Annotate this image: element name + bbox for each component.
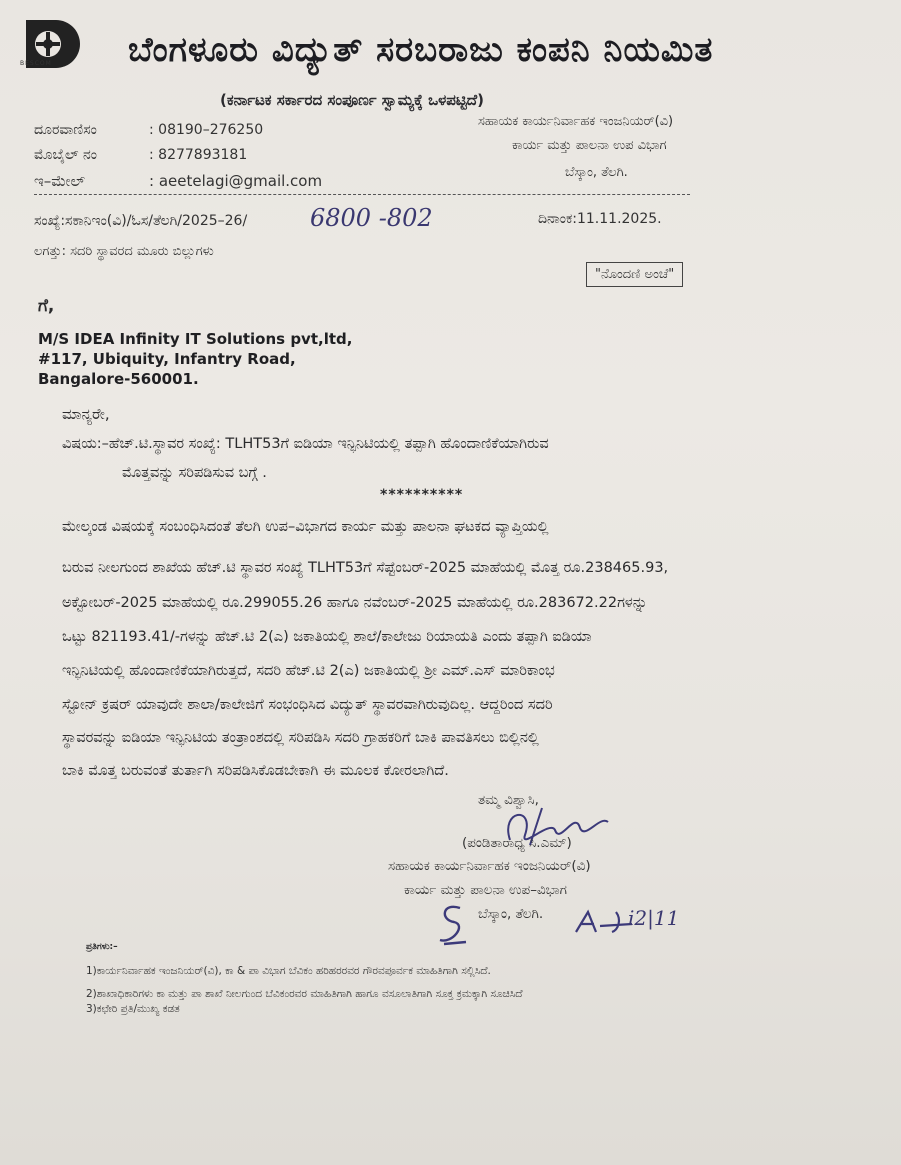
copy-item: 1)ಕಾರ್ಯನಿರ್ವಾಹಕ ಇಂಜನಿಯರ್(ವಿ), ಕಾ & ಪಾ ವಿಭಾಗ ಬೆವಿಕಂ ಹರಿಹರರವರ ಗೌರವಪೂರ್ವಕ ಮಾಹಿತಿಗಾಗಿ ಸಲ್ಲಿಸಿದೆ. xyxy=(86,965,491,977)
company-title: ಬೆಂಗಳೂರು ವಿದ್ಯುತ್ ಸರಬರಾಜು ಕಂಪನಿ ನಿಯಮಿತ xyxy=(128,30,714,70)
body-line: ಸ್ಥಾವರವನ್ನು ಐಡಿಯಾ ಇನ್ಫಿನಿಟಿಯ ತಂತ್ರಾಂಶದಲ್ಲಿ ಸರಿಪಡಿಸಿ ಸದರಿ ಗ್ರಾಹಕರಿಗೆ ಬಾಕಿ ಪಾವತಿಸಲು ಬಿಲ್ಲಿನಲ್ಲಿ xyxy=(62,730,539,746)
letter-date: ದಿನಾಂಕ:11.11.2025. xyxy=(538,211,662,227)
body-line: ಬಾಕಿ ಮೊತ್ತ ಬರುವಂತೆ ತುರ್ತಾಗಿ ಸರಿಪಡಿಸಿಕೊಡಬೇಕಾಗಿ ಈ ಮೂಲಕ ಕೋರಲಾಗಿದೆ. xyxy=(62,763,449,779)
body-line: ಅಕ್ಟೋಬರ್-2025 ಮಾಹೆಯಲ್ಲಿ ರೂ.299055.26 ಹಾಗೂ ನವೆಂಬರ್-2025 ಮಾಹೆಯಲ್ಲಿ ರೂ.283672.22ಗಳನ್ನು xyxy=(62,595,648,611)
initials-scribble xyxy=(432,900,472,950)
separator: ********** xyxy=(380,487,464,503)
contact-phone xyxy=(34,122,263,138)
signatory-place: ಬೆಸ್ಕಾಂ, ತೆಲಗಿ. xyxy=(478,906,544,922)
recipient-line: #117, Ubiquity, Infantry Road, xyxy=(38,350,296,368)
contact-label: ಇ–ಮೇಲ್ xyxy=(34,172,86,190)
body-line: ಸ್ಟೋನ್ ಕ್ರಷರ್ ಯಾವುದೇ ಶಾಲಾ/ಕಾಲೇಜಿಗೆ ಸಂಭಂಧಿಸಿದ ವಿದ್ಯುತ್ ಸ್ಥಾವರವಾಗಿರುವುದಿಲ್ಲ. ಆದ್ದರಿಂದ ಸದರಿ xyxy=(62,697,553,713)
body-line: ಬರುವ ನೀಲಗುಂದ ಶಾಖೆಯ ಹೆಚ್.ಟಿ ಸ್ಥಾವರ ಸಂಖ್ಯೆ TLHT53ಗೆ ಸೆಪ್ಟೆಂಬರ್-2025 ಮಾಹೆಯಲ್ಲಿ ಮೊತ್ತ ರೂ.238465.93, xyxy=(62,560,669,576)
body-line: ಮೇಲ್ಕಂಡ ವಿಷಯಕ್ಕೆ ಸಂಬಂಧಿಸಿದಂತೆ ತೆಲಗಿ ಉಪ–ವಿಭಾಗದ ಕಾರ್ಯ ಮತ್ತು ಪಾಲನಾ ಘಟಕದ ವ್ಯಾಪ್ತಿಯಲ್ಲಿ xyxy=(62,519,549,535)
subject-line: ವಿಷಯ:–ಹೆಚ್.ಟಿ.ಸ್ಥಾವರ ಸಂಖ್ಯೆ: TLHT53ಗೆ ಐಡಿಯಾ ಇನ್ಫಿನಿಟಿಯಲ್ಲಿ ತಪ್ಪಾಗಿ ಹೊಂದಾಣಿಕೆಯಾಗಿರುವ xyxy=(62,436,549,452)
copy-item: 2)ಶಾಖಾಧಿಕಾರಿಗಳು ಕಾ ಮತ್ತು ಪಾ ಶಾಖೆ ನೀಲಗುಂದ ಬೆವಿಕಂರವರ ಮಾಹಿತಿಗಾಗಿ ಹಾಗೂ ವಸೂಲಾತಿಗಾಗಿ ಸೂಕ್ತ ಕ್ರಮಕ್ಕಾಗಿ ಸೂಚಿಸಿದೆ xyxy=(86,988,523,1000)
closing: ತಮ್ಮ ವಿಶ್ವಾಸಿ, xyxy=(478,792,539,808)
subject-line-continued: ಮೊತ್ತವನ್ನು ಸರಿಪಡಿಸುವ ಬಗ್ಗೆ . xyxy=(122,465,267,481)
to-label: ಗೆ, xyxy=(38,296,55,316)
office-place: ಬೆಸ್ಕಾಂ, ತೆಲಗಿ. xyxy=(565,165,628,180)
company-subtitle: (ಕರ್ನಾಟಕ ಸರ್ಕಾರದ ಸಂಪೂರ್ಣ ಸ್ವಾಮ್ಯಕ್ಕೆ ಒಳಪಟ್ಟಿದೆ) xyxy=(220,91,484,109)
signatory-name: (ಪಂಡಿತಾರಾಧ್ಯ ಸಿ.ಎಮ್) xyxy=(462,835,572,851)
recipient-line: Bangalore-560001. xyxy=(38,370,199,388)
contact-email xyxy=(34,172,322,190)
signatory-office: ಕಾರ್ಯ ಮತ್ತು ಪಾಲನಾ ಉಪ–ವಿಭಾಗ xyxy=(404,882,567,898)
copy-item: 3)ಕಛೇರಿ ಪ್ರತಿ/ಮುಖ್ಯ ಕಡತ xyxy=(86,1003,180,1015)
contact-label: ಮೊಬೈಲ್ ನಂ xyxy=(34,147,97,163)
reference-number: ಸಂಖ್ಯೆ:ಸಕಾನಿಇಂ(ವಿ)/ಓಸ/ತೆಲಗಿ/2025–26/ xyxy=(34,213,248,229)
body-line: ಒಟ್ಟು 821193.41/-ಗಳನ್ನು ಹೆಚ್.ಟಿ 2(ಎ) ಜಕಾತಿಯಲ್ಲಿ ಶಾಲೆ/ಕಾಲೇಜು ರಿಯಾಯತಿ ಎಂದು ತಪ್ಪಾಗಿ ಐಡಿಯಾ xyxy=(62,629,592,645)
registered-post-stamp: "ನೊಂದಣಿ ಅಂಚೆ" xyxy=(586,262,683,287)
signature-scribble xyxy=(480,800,630,860)
copies-heading: ಪ್ರತಿಗಳು:– xyxy=(86,942,118,952)
recipient-line: M/S IDEA Infinity IT Solutions pvt,ltd, xyxy=(38,330,353,348)
logo-wordmark: BESCOM xyxy=(20,60,52,67)
body-line: ಇನ್ಫಿನಿಟಿಯಲ್ಲಿ ಹೊಂದಾಣಿಕೆಯಾಗಿರುತ್ತದೆ, ಸದರಿ ಹೆಚ್.ಟಿ 2(ಎ) ಜಕಾತಿಯಲ್ಲಿ ಶ್ರೀ ಎಮ್.ಎಸ್ ಮಾರಿಕಾಂಭ xyxy=(62,663,555,679)
salutation: ಮಾನ್ಯರೇ, xyxy=(62,405,110,423)
contact-label: ದೂರವಾಣಿಸಂ xyxy=(34,122,97,138)
office-division: ಕಾರ್ಯ ಮತ್ತು ಪಾಲನಾ ಉಪ ವಿಭಾಗ xyxy=(512,138,667,153)
contact-mobile xyxy=(34,147,247,163)
handwritten-reference: 6800 -802 xyxy=(310,204,433,232)
handwritten-date: i2|11 xyxy=(628,906,680,930)
header-divider xyxy=(34,194,690,195)
contact-value: : aeetelagi@gmail.com xyxy=(149,172,323,190)
contact-value: : 8277893181 xyxy=(149,147,248,163)
enclosure-line: ಲಗತ್ತು: ಸದರಿ ಸ್ಥಾವರದ ಮೂರು ಬಿಲ್ಲುಗಳು xyxy=(34,244,214,259)
contact-value: : 08190–276250 xyxy=(149,122,264,138)
signatory-designation: ಸಹಾಯಕ ಕಾರ್ಯನಿರ್ವಾಹಕ ಇಂಜನಿಯರ್(ವಿ) xyxy=(388,858,591,874)
office-designation: ಸಹಾಯಕ ಕಾರ್ಯನಿರ್ವಾಹಕ ಇಂಜನಿಯರ್(ವಿ) xyxy=(478,114,674,129)
